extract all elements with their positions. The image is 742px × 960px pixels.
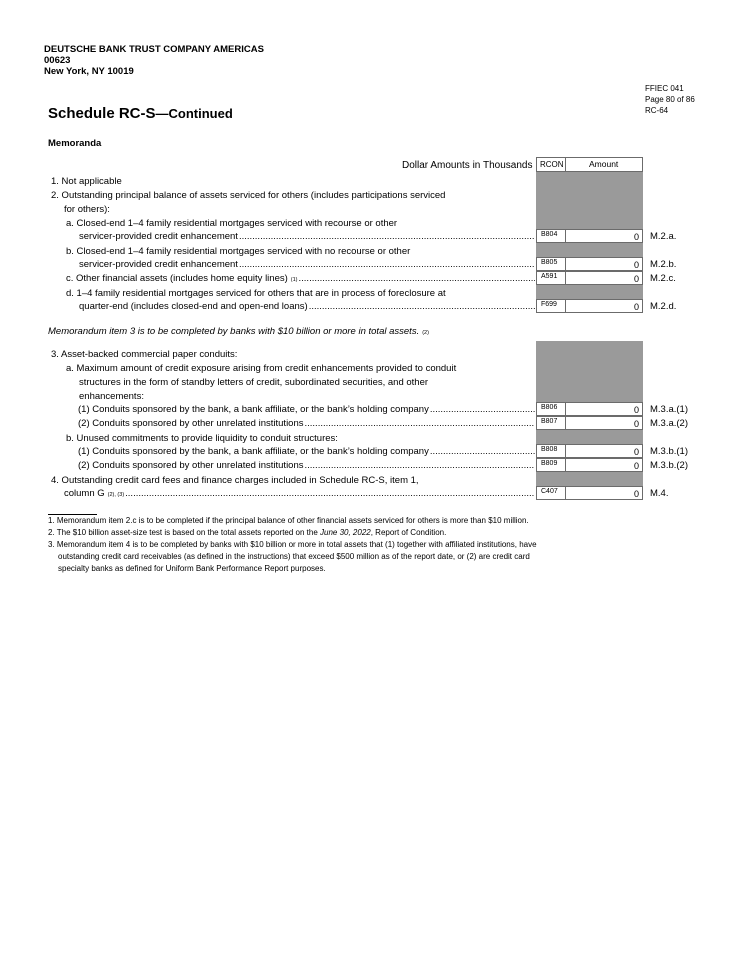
leader-dots [239,259,535,271]
item-ref: M.2.d. [650,301,677,312]
rcon-code: B805 [541,259,558,266]
note-3-text: Memorandum item 3 is to be completed by banks with $10 billion or more in total assets. [48,326,420,337]
footnote-3-line3: specialty banks as defined for Uniform Bank Performance Report purposes. [58,564,326,573]
shaded-block [536,341,643,402]
item-4-line1: 4. Outstanding credit card fees and finance charges included in Schedule RC-S, item 1, [51,475,419,486]
item-3a1 [78,404,535,416]
item-3b: b. Unused commitments to provide liquidity to conduit structures: [66,433,338,444]
rcon-code: A591 [541,273,558,280]
footnote-2-pre: 2. The $10 billion asset-size test is based on the total assets reported on the [48,528,321,537]
item-2c [66,273,535,286]
page-code: RC-64 [645,106,669,115]
leader-dots [305,460,536,472]
item-2a-text: servicer-provided credit enhancement [79,231,238,242]
leader-dots [125,488,535,501]
item-2d-text: quarter-end (includes closed-end and open-end loans) [79,301,308,312]
rcon-header: RCON [540,160,564,169]
item-2a-line1: a. Closed-end 1–4 family residential mortgages serviced with recourse or other [66,218,398,229]
rcon-code: C407 [541,488,558,495]
item-2c-text: c. Other financial assets (includes home equity lines) [66,273,288,284]
item-2-line2: for others): [64,204,110,215]
amount-value: 0 [633,232,639,242]
item-3b2-text: (2) Conduits sponsored by other unrelated institutions [78,460,304,471]
footnote-2-date: June 30, 2022 [320,528,371,537]
item-ref: M.2.c. [650,273,676,284]
bank-name: DEUTSCHE BANK TRUST COMPANY AMERICAS [44,44,264,55]
item-ref: M.2.a. [650,231,677,242]
item-3a1-text: (1) Conduits sponsored by the bank, a bank affiliate, or the bank’s holding company [78,404,429,415]
leader-dots [430,404,535,416]
rcon-code: B807 [541,418,558,425]
footnote-ref: (2), (3) [107,492,125,498]
item-3a-line1: a. Maximum amount of credit exposure arising from credit enhancements provided to conduit [66,363,457,374]
section-title: Memoranda [48,138,102,149]
footnote-1: 1. Memorandum item 2.c is to be completed if the principal balance of other financial assets serviced for others is more than $10 million. [48,516,529,525]
amount-value: 0 [633,274,639,284]
item-3b2 [78,460,535,472]
rcon-code: B808 [541,446,558,453]
item-2b-line2 [79,259,535,271]
item-2b-text: servicer-provided credit enhancement [79,259,238,270]
shaded-block [536,172,643,229]
amount-value: 0 [633,461,639,471]
leader-dots [299,273,535,286]
rcon-code: B806 [541,404,558,411]
form-id: FFIEC 041 [645,84,684,93]
leader-dots [309,301,535,313]
item-3a2-text: (2) Conduits sponsored by other unrelated institutions [78,418,304,429]
amount-value: 0 [633,419,639,429]
rcon-code: F699 [541,301,557,308]
footnote-ref: (1) [290,277,298,283]
item-2d-line1: d. 1–4 family residential mortgages serviced for others that are in process of foreclosure at [66,288,446,299]
item-2a-line2 [79,231,535,243]
item-3: 3. Asset-backed commercial paper conduits: [51,349,238,360]
page-title [48,105,233,122]
title-main: Schedule RC-S [48,105,156,122]
item-ref: M.3.b.(1) [650,446,689,457]
item-3a-line2: structures in the form of standby letters of credit, subordinated securities, and other [79,377,429,388]
item-3a2 [78,418,535,430]
amount-value: 0 [633,405,639,415]
item-4-text: column G [64,488,105,499]
page-number: Page 80 of 86 [645,95,695,104]
footnote-3-line2: outstanding credit card receivables (as defined in the instructions) that exceed $500 million as of the report date, or (2) are credit card [58,552,530,561]
item-ref: M.3.a.(2) [650,418,689,429]
footnote-2-post: , Report of Condition. [370,528,447,537]
item-ref: M.4. [650,488,669,499]
bank-rssd: 00623 [44,55,71,66]
item-1: 1. Not applicable [51,176,122,187]
item-2d-line2 [79,301,535,313]
shaded-block [536,430,643,444]
bank-city: New York, NY 10019 [44,66,134,77]
leader-dots [305,418,536,430]
item-3b1-text: (1) Conduits sponsored by the bank, a bank affiliate, or the bank’s holding company [78,446,429,457]
item-3b1 [78,446,535,458]
leader-dots [430,446,535,458]
rcon-code: B804 [541,231,558,238]
footnote-3-line1: 3. Memorandum item 4 is to be completed by banks with $10 billion or more in total assets that (1) together with affiliated institutions, have [48,540,537,549]
title-continued: —Continued [155,106,233,121]
amount-header: Amount [589,159,619,169]
shaded-block [536,285,643,299]
amount-value: 0 [633,302,639,312]
item-ref: M.2.b. [650,259,677,270]
footnote-ref: (2) [422,330,429,336]
item-2b-line1: b. Closed-end 1–4 family residential mortgages serviced with no recourse or other [66,246,411,257]
item-2-line1: 2. Outstanding principal balance of assets serviced for others (includes participations serviced [51,190,446,201]
memorandum-note-3 [48,326,429,337]
item-4-line2 [64,488,535,501]
shaded-block [536,472,643,486]
leader-dots [239,231,535,243]
amount-value: 0 [633,489,639,499]
footnote-2 [48,527,446,539]
item-3a-line3: enhancements: [79,391,144,402]
item-ref: M.3.b.(2) [650,460,689,471]
item-ref: M.3.a.(1) [650,404,689,415]
units-label: Dollar Amounts in Thousands [402,160,533,171]
amount-value: 0 [633,260,639,270]
shaded-block [536,243,643,257]
rcon-code: B809 [541,460,558,467]
amount-value: 0 [633,447,639,457]
